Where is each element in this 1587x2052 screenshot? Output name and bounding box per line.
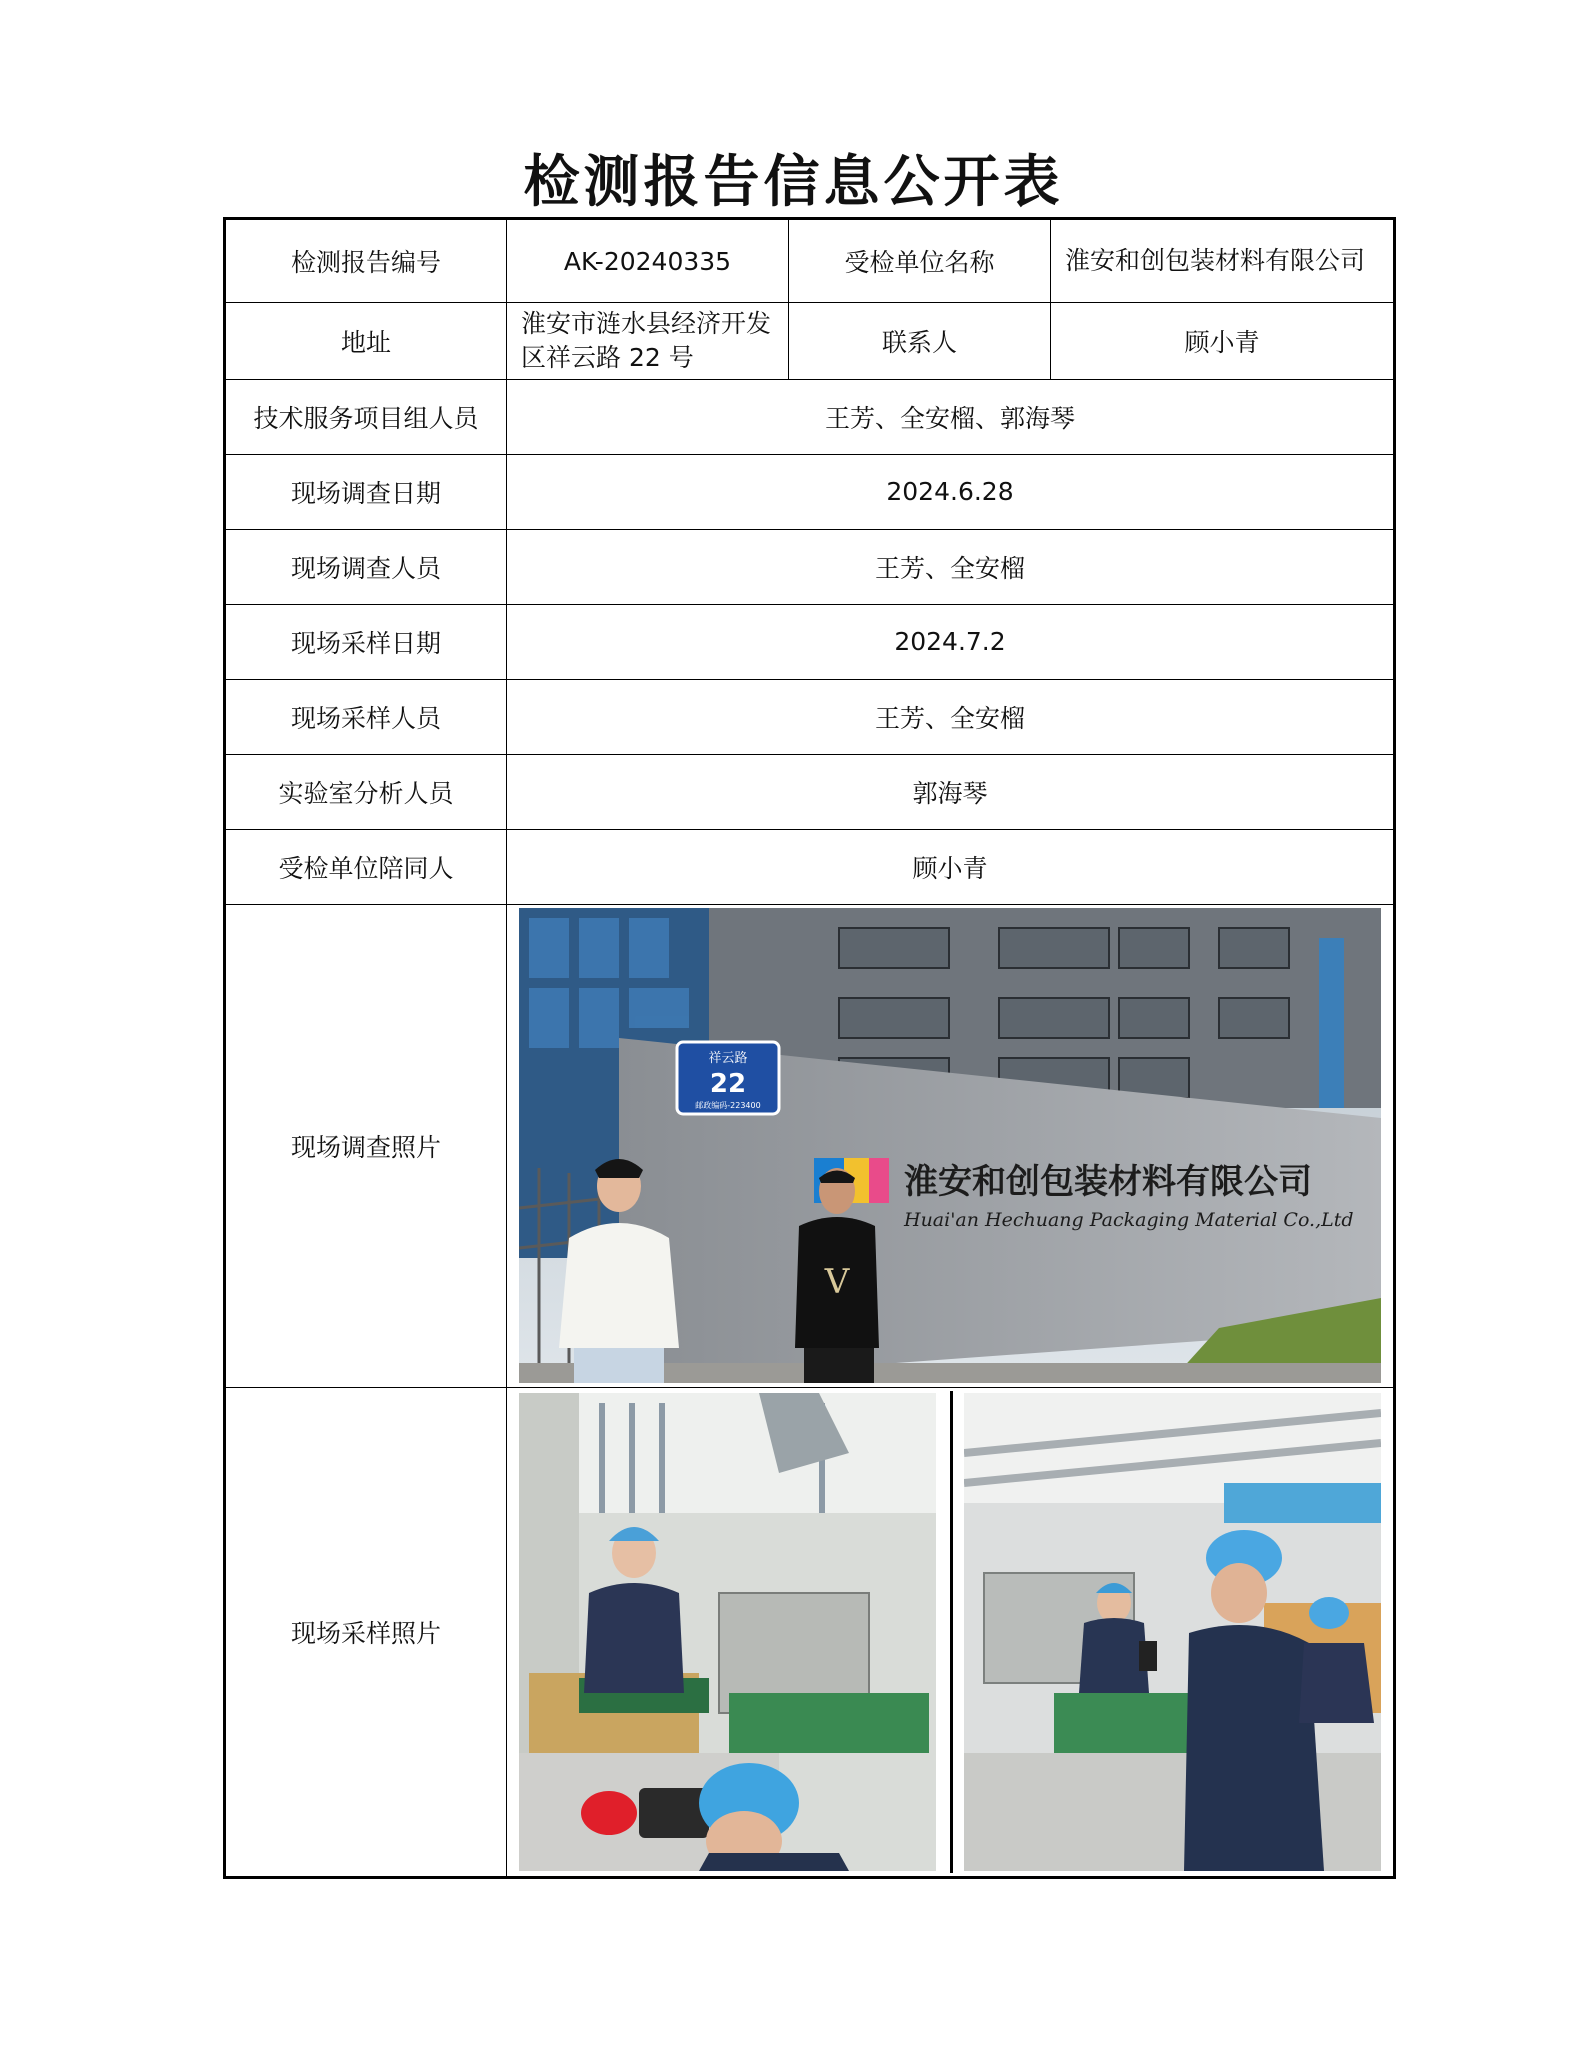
sampling-photo-2 [964, 1393, 1381, 1871]
report-table [223, 217, 1396, 1879]
street-sign [677, 1042, 779, 1114]
unit-name-value: 淮安和创包装材料有限公司 [1051, 219, 1395, 303]
escort-value: 顾小青 [507, 829, 1395, 904]
survey-photo-cell [507, 904, 1395, 1387]
address-label: 地址 [225, 303, 507, 380]
sampling-photo-1 [519, 1393, 936, 1871]
page-title: 检测报告信息公开表 [523, 149, 1064, 215]
sampling-date-value: 2024.7.2 [507, 604, 1395, 679]
team-label: 技术服务项目组人员 [225, 379, 507, 454]
street-sign-name: 祥云路 [708, 1051, 748, 1066]
escort-label: 受检单位陪同人 [225, 829, 507, 904]
company-sign-en: Huai'an Hechuang Packaging Material Co.,Ltd [904, 1209, 1354, 1231]
sampling-photo-label: 现场采样照片 [225, 1387, 507, 1877]
table-row [225, 1387, 1395, 1877]
sampling-staff-value: 王芳、全安榴 [507, 679, 1395, 754]
survey-date-value: 2024.6.28 [507, 454, 1395, 529]
survey-staff-label: 现场调查人员 [225, 529, 507, 604]
unit-name-label: 受检单位名称 [789, 219, 1051, 303]
table-row [225, 604, 1395, 679]
company-sign-cn: 淮安和创包装材料有限公司 [904, 1162, 1312, 1202]
table-row [225, 219, 1395, 303]
street-sign-number: 22 [709, 1069, 747, 1099]
report-no-value: AK-20240335 [507, 219, 789, 303]
lab-staff-label: 实验室分析人员 [225, 754, 507, 829]
survey-date-label: 现场调查日期 [225, 454, 507, 529]
table-row [225, 904, 1395, 1387]
table-row [225, 379, 1395, 454]
contact-label: 联系人 [789, 303, 1051, 380]
table-row [225, 454, 1395, 529]
sampling-photo-cell [507, 1387, 1395, 1877]
survey-photo [519, 908, 1381, 1383]
survey-photo-label: 现场调查照片 [225, 904, 507, 1387]
table-row [225, 754, 1395, 829]
table-row [225, 303, 1395, 380]
team-value: 王芳、全安榴、郭海琴 [507, 379, 1395, 454]
report-no-label: 检测报告编号 [225, 219, 507, 303]
survey-staff-value: 王芳、全安榴 [507, 529, 1395, 604]
photo-divider [950, 1391, 953, 1873]
table-row [225, 829, 1395, 904]
street-sign-postcode: 邮政编码-223400 [695, 1101, 761, 1110]
lab-staff-value: 郭海琴 [507, 754, 1395, 829]
contact-value: 顾小青 [1051, 303, 1395, 380]
table-row [225, 679, 1395, 754]
address-value: 淮安市涟水县经济开发区祥云路 22 号 [507, 303, 789, 380]
sampling-date-label: 现场采样日期 [225, 604, 507, 679]
table-row [225, 529, 1395, 604]
svg-text:V: V [824, 1262, 850, 1302]
sampling-staff-label: 现场采样人员 [225, 679, 507, 754]
